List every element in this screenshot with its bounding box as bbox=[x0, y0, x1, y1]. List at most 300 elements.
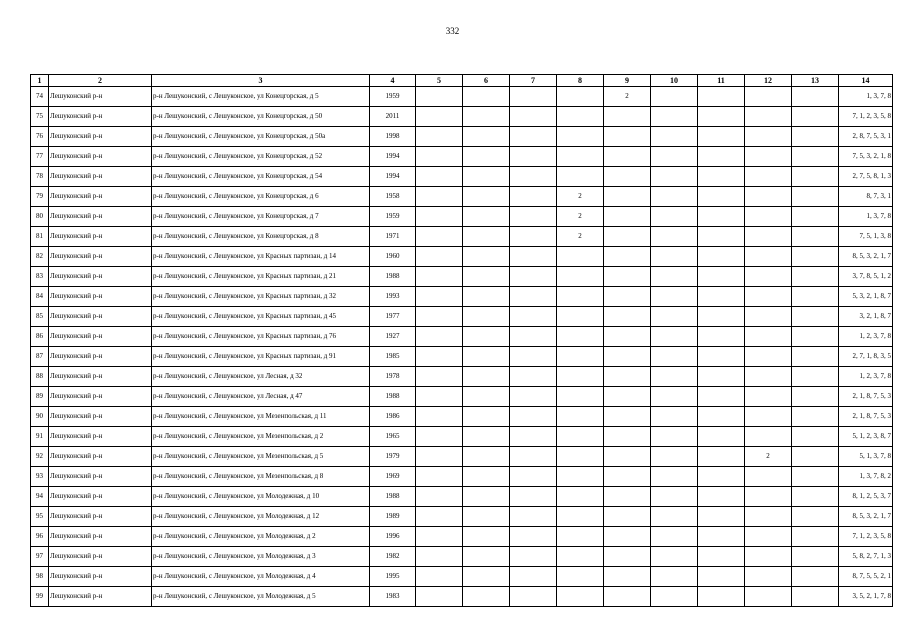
address-cell: р-н Лешуконский, с Лешуконское, ул Молодежная, д 4 bbox=[152, 567, 370, 587]
value-cell-col-8 bbox=[557, 467, 604, 487]
value-cell-col-10 bbox=[651, 267, 698, 287]
value-cell-col-5 bbox=[416, 487, 463, 507]
value-cell-col-7 bbox=[510, 527, 557, 547]
value-cell-col-12 bbox=[745, 387, 792, 407]
value-cell-col-11 bbox=[698, 447, 745, 467]
value-cell-col-13 bbox=[792, 287, 839, 307]
year-cell: 1965 bbox=[370, 427, 416, 447]
value-cell-col-13 bbox=[792, 507, 839, 527]
district-cell: Лешуконский р-н bbox=[49, 167, 152, 187]
codes-cell: 5, 8, 2, 7, 1, 3 bbox=[839, 547, 893, 567]
year-cell: 1995 bbox=[370, 567, 416, 587]
value-cell-col-6 bbox=[463, 487, 510, 507]
value-cell-col-8 bbox=[557, 547, 604, 567]
table-row bbox=[31, 287, 893, 307]
year-cell: 1983 bbox=[370, 587, 416, 607]
year-cell: 1988 bbox=[370, 387, 416, 407]
district-cell: Лешуконский р-н bbox=[49, 407, 152, 427]
value-cell-col-13 bbox=[792, 427, 839, 447]
district-cell: Лешуконский р-н bbox=[49, 127, 152, 147]
row-number-cell: 93 bbox=[31, 467, 49, 487]
value-cell-col-12 bbox=[745, 127, 792, 147]
district-cell: Лешуконский р-н bbox=[49, 507, 152, 527]
codes-cell: 2, 1, 8, 7, 5, 3 bbox=[839, 407, 893, 427]
value-cell-col-13 bbox=[792, 267, 839, 287]
table-row bbox=[31, 127, 893, 147]
year-cell: 1969 bbox=[370, 467, 416, 487]
value-cell-col-10 bbox=[651, 227, 698, 247]
table-row bbox=[31, 527, 893, 547]
address-cell: р-н Лешуконский, с Лешуконское, ул Красных партизан, д 32 bbox=[152, 287, 370, 307]
value-cell-col-9 bbox=[604, 187, 651, 207]
value-cell-col-7 bbox=[510, 407, 557, 427]
address-cell: р-н Лешуконский, с Лешуконское, ул Конецгорская, д 7 bbox=[152, 207, 370, 227]
year-cell: 1982 bbox=[370, 547, 416, 567]
value-cell-col-13 bbox=[792, 467, 839, 487]
codes-cell: 8, 7, 5, 5, 2, 1 bbox=[839, 567, 893, 587]
value-cell-col-12 bbox=[745, 307, 792, 327]
value-cell-col-12 bbox=[745, 467, 792, 487]
value-cell-col-13 bbox=[792, 367, 839, 387]
address-cell: р-н Лешуконский, с Лешуконское, ул Мезенпольская, д 11 bbox=[152, 407, 370, 427]
district-cell: Лешуконский р-н bbox=[49, 467, 152, 487]
value-cell-col-6 bbox=[463, 287, 510, 307]
value-cell-col-5 bbox=[416, 327, 463, 347]
value-cell-col-6 bbox=[463, 447, 510, 467]
value-cell-col-6 bbox=[463, 107, 510, 127]
value-cell-col-8 bbox=[557, 427, 604, 447]
codes-cell: 8, 5, 3, 2, 1, 7 bbox=[839, 247, 893, 267]
district-cell: Лешуконский р-н bbox=[49, 107, 152, 127]
value-cell-col-12 bbox=[745, 287, 792, 307]
row-number-cell: 92 bbox=[31, 447, 49, 467]
value-cell-col-5 bbox=[416, 287, 463, 307]
value-cell-col-12 bbox=[745, 507, 792, 527]
value-cell-col-6 bbox=[463, 347, 510, 367]
value-cell-col-8 bbox=[557, 527, 604, 547]
value-cell-col-10 bbox=[651, 447, 698, 467]
value-cell-col-9 bbox=[604, 207, 651, 227]
value-cell-col-9 bbox=[604, 267, 651, 287]
value-cell-col-13 bbox=[792, 587, 839, 607]
value-cell-col-5 bbox=[416, 547, 463, 567]
address-cell: р-н Лешуконский, с Лешуконское, ул Красных партизан, д 91 bbox=[152, 347, 370, 367]
address-cell: р-н Лешуконский, с Лешуконское, ул Конецгорская, д 52 bbox=[152, 147, 370, 167]
value-cell-col-13 bbox=[792, 87, 839, 107]
value-cell-col-7 bbox=[510, 87, 557, 107]
value-cell-col-12 bbox=[745, 247, 792, 267]
value-cell-col-7 bbox=[510, 587, 557, 607]
value-cell-col-11 bbox=[698, 427, 745, 447]
value-cell-col-13 bbox=[792, 487, 839, 507]
value-cell-col-5 bbox=[416, 347, 463, 367]
column-header-14: 14 bbox=[839, 75, 893, 87]
value-cell-col-11 bbox=[698, 107, 745, 127]
value-cell-col-10 bbox=[651, 87, 698, 107]
codes-cell: 8, 1, 2, 5, 3, 7 bbox=[839, 487, 893, 507]
value-cell-col-10 bbox=[651, 167, 698, 187]
value-cell-col-8: 2 bbox=[557, 207, 604, 227]
value-cell-col-12 bbox=[745, 167, 792, 187]
value-cell-col-10 bbox=[651, 287, 698, 307]
value-cell-col-9 bbox=[604, 447, 651, 467]
value-cell-col-10 bbox=[651, 507, 698, 527]
row-number-cell: 86 bbox=[31, 327, 49, 347]
value-cell-col-9 bbox=[604, 167, 651, 187]
value-cell-col-8 bbox=[557, 587, 604, 607]
table-row bbox=[31, 467, 893, 487]
table-row bbox=[31, 147, 893, 167]
value-cell-col-6 bbox=[463, 547, 510, 567]
row-number-cell: 98 bbox=[31, 567, 49, 587]
value-cell-col-8 bbox=[557, 387, 604, 407]
row-number-cell: 94 bbox=[31, 487, 49, 507]
value-cell-col-6 bbox=[463, 127, 510, 147]
value-cell-col-9 bbox=[604, 567, 651, 587]
value-cell-col-10 bbox=[651, 187, 698, 207]
value-cell-col-13 bbox=[792, 447, 839, 467]
value-cell-col-7 bbox=[510, 447, 557, 467]
codes-cell: 5, 1, 2, 3, 8, 7 bbox=[839, 427, 893, 447]
value-cell-col-9 bbox=[604, 387, 651, 407]
row-number-cell: 75 bbox=[31, 107, 49, 127]
value-cell-col-13 bbox=[792, 167, 839, 187]
row-number-cell: 78 bbox=[31, 167, 49, 187]
value-cell-col-6 bbox=[463, 307, 510, 327]
value-cell-col-10 bbox=[651, 207, 698, 227]
value-cell-col-8 bbox=[557, 567, 604, 587]
address-cell: р-н Лешуконский, с Лешуконское, ул Лесная, д 47 bbox=[152, 387, 370, 407]
value-cell-col-12 bbox=[745, 487, 792, 507]
value-cell-col-11 bbox=[698, 307, 745, 327]
value-cell-col-13 bbox=[792, 347, 839, 367]
value-cell-col-5 bbox=[416, 507, 463, 527]
year-cell: 1979 bbox=[370, 447, 416, 467]
row-number-cell: 85 bbox=[31, 307, 49, 327]
value-cell-col-5 bbox=[416, 147, 463, 167]
value-cell-col-13 bbox=[792, 387, 839, 407]
value-cell-col-8 bbox=[557, 107, 604, 127]
district-cell: Лешуконский р-н bbox=[49, 87, 152, 107]
table-row bbox=[31, 387, 893, 407]
value-cell-col-7 bbox=[510, 107, 557, 127]
value-cell-col-9 bbox=[604, 227, 651, 247]
value-cell-col-11 bbox=[698, 387, 745, 407]
value-cell-col-11 bbox=[698, 287, 745, 307]
value-cell-col-6 bbox=[463, 427, 510, 447]
value-cell-col-13 bbox=[792, 567, 839, 587]
row-number-cell: 95 bbox=[31, 507, 49, 527]
codes-cell: 1, 2, 3, 7, 8 bbox=[839, 327, 893, 347]
value-cell-col-6 bbox=[463, 367, 510, 387]
row-number-cell: 91 bbox=[31, 427, 49, 447]
value-cell-col-11 bbox=[698, 207, 745, 227]
year-cell: 1971 bbox=[370, 227, 416, 247]
value-cell-col-13 bbox=[792, 407, 839, 427]
table-header bbox=[31, 75, 893, 87]
value-cell-col-5 bbox=[416, 107, 463, 127]
district-cell: Лешуконский р-н bbox=[49, 267, 152, 287]
district-cell: Лешуконский р-н bbox=[49, 227, 152, 247]
codes-cell: 1, 3, 7, 8 bbox=[839, 207, 893, 227]
value-cell-col-5 bbox=[416, 87, 463, 107]
value-cell-col-9 bbox=[604, 247, 651, 267]
value-cell-col-5 bbox=[416, 527, 463, 547]
value-cell-col-8 bbox=[557, 247, 604, 267]
district-cell: Лешуконский р-н bbox=[49, 427, 152, 447]
value-cell-col-8 bbox=[557, 267, 604, 287]
value-cell-col-12: 2 bbox=[745, 447, 792, 467]
codes-cell: 3, 7, 8, 5, 1, 2 bbox=[839, 267, 893, 287]
value-cell-col-9 bbox=[604, 107, 651, 127]
value-cell-col-6 bbox=[463, 327, 510, 347]
table-row bbox=[31, 167, 893, 187]
value-cell-col-12 bbox=[745, 547, 792, 567]
district-cell: Лешуконский р-н bbox=[49, 487, 152, 507]
value-cell-col-13 bbox=[792, 187, 839, 207]
value-cell-col-8 bbox=[557, 147, 604, 167]
codes-cell: 5, 1, 3, 7, 8 bbox=[839, 447, 893, 467]
codes-cell: 1, 2, 3, 7, 8 bbox=[839, 367, 893, 387]
year-cell: 2011 bbox=[370, 107, 416, 127]
value-cell-col-11 bbox=[698, 367, 745, 387]
value-cell-col-13 bbox=[792, 527, 839, 547]
value-cell-col-9: 2 bbox=[604, 87, 651, 107]
year-cell: 1985 bbox=[370, 347, 416, 367]
address-cell: р-н Лешуконский, с Лешуконское, ул Красных партизан, д 45 bbox=[152, 307, 370, 327]
value-cell-col-7 bbox=[510, 547, 557, 567]
value-cell-col-6 bbox=[463, 387, 510, 407]
value-cell-col-8: 2 bbox=[557, 187, 604, 207]
value-cell-col-7 bbox=[510, 467, 557, 487]
column-header-13: 13 bbox=[792, 75, 839, 87]
value-cell-col-12 bbox=[745, 427, 792, 447]
value-cell-col-8 bbox=[557, 347, 604, 367]
table-row bbox=[31, 407, 893, 427]
column-header-5: 5 bbox=[416, 75, 463, 87]
value-cell-col-11 bbox=[698, 327, 745, 347]
table-row bbox=[31, 307, 893, 327]
district-cell: Лешуконский р-н bbox=[49, 367, 152, 387]
value-cell-col-11 bbox=[698, 247, 745, 267]
codes-cell: 7, 5, 3, 2, 1, 8 bbox=[839, 147, 893, 167]
value-cell-col-5 bbox=[416, 567, 463, 587]
value-cell-col-6 bbox=[463, 267, 510, 287]
table-row bbox=[31, 87, 893, 107]
value-cell-col-6 bbox=[463, 87, 510, 107]
value-cell-col-11 bbox=[698, 87, 745, 107]
column-header-1: 1 bbox=[31, 75, 49, 87]
value-cell-col-6 bbox=[463, 407, 510, 427]
value-cell-col-9 bbox=[604, 487, 651, 507]
district-cell: Лешуконский р-н bbox=[49, 587, 152, 607]
codes-cell: 3, 2, 1, 8, 7 bbox=[839, 307, 893, 327]
value-cell-col-5 bbox=[416, 207, 463, 227]
address-cell: р-н Лешуконский, с Лешуконское, ул Молодежная, д 10 bbox=[152, 487, 370, 507]
value-cell-col-12 bbox=[745, 187, 792, 207]
year-cell: 1988 bbox=[370, 487, 416, 507]
codes-cell: 7, 1, 2, 3, 5, 8 bbox=[839, 527, 893, 547]
year-cell: 1959 bbox=[370, 87, 416, 107]
value-cell-col-7 bbox=[510, 227, 557, 247]
value-cell-col-13 bbox=[792, 247, 839, 267]
value-cell-col-5 bbox=[416, 407, 463, 427]
value-cell-col-12 bbox=[745, 407, 792, 427]
table-row bbox=[31, 427, 893, 447]
header-row bbox=[31, 75, 893, 87]
district-cell: Лешуконский р-н bbox=[49, 287, 152, 307]
value-cell-col-8 bbox=[557, 367, 604, 387]
year-cell: 1988 bbox=[370, 267, 416, 287]
codes-cell: 2, 7, 1, 8, 3, 5 bbox=[839, 347, 893, 367]
column-header-7: 7 bbox=[510, 75, 557, 87]
row-number-cell: 79 bbox=[31, 187, 49, 207]
value-cell-col-7 bbox=[510, 287, 557, 307]
value-cell-col-5 bbox=[416, 427, 463, 447]
year-cell: 1994 bbox=[370, 147, 416, 167]
value-cell-col-10 bbox=[651, 487, 698, 507]
address-cell: р-н Лешуконский, с Лешуконское, ул Мезенпольская, д 2 bbox=[152, 427, 370, 447]
page-number: 332 bbox=[445, 26, 460, 36]
district-cell: Лешуконский р-н bbox=[49, 567, 152, 587]
row-number-cell: 76 bbox=[31, 127, 49, 147]
row-number-cell: 97 bbox=[31, 547, 49, 567]
value-cell-col-5 bbox=[416, 227, 463, 247]
row-number-cell: 84 bbox=[31, 287, 49, 307]
value-cell-col-7 bbox=[510, 187, 557, 207]
value-cell-col-9 bbox=[604, 427, 651, 447]
value-cell-col-11 bbox=[698, 487, 745, 507]
value-cell-col-6 bbox=[463, 167, 510, 187]
table-row bbox=[31, 447, 893, 467]
value-cell-col-8 bbox=[557, 327, 604, 347]
value-cell-col-12 bbox=[745, 567, 792, 587]
value-cell-col-10 bbox=[651, 587, 698, 607]
value-cell-col-10 bbox=[651, 107, 698, 127]
value-cell-col-8 bbox=[557, 127, 604, 147]
value-cell-col-8 bbox=[557, 167, 604, 187]
value-cell-col-5 bbox=[416, 587, 463, 607]
value-cell-col-9 bbox=[604, 527, 651, 547]
row-number-cell: 74 bbox=[31, 87, 49, 107]
address-cell: р-н Лешуконский, с Лешуконское, ул Конецгорская, д 8 bbox=[152, 227, 370, 247]
codes-cell: 2, 7, 5, 8, 1, 3 bbox=[839, 167, 893, 187]
value-cell-col-8: 2 bbox=[557, 227, 604, 247]
table-row bbox=[31, 107, 893, 127]
district-cell: Лешуконский р-н bbox=[49, 347, 152, 367]
row-number-cell: 88 bbox=[31, 367, 49, 387]
codes-cell: 7, 1, 2, 3, 5, 8 bbox=[839, 107, 893, 127]
table-row bbox=[31, 207, 893, 227]
value-cell-col-6 bbox=[463, 187, 510, 207]
value-cell-col-6 bbox=[463, 227, 510, 247]
value-cell-col-6 bbox=[463, 207, 510, 227]
value-cell-col-13 bbox=[792, 207, 839, 227]
address-cell: р-н Лешуконский, с Лешуконское, ул Конецгорская, д 50 bbox=[152, 107, 370, 127]
value-cell-col-12 bbox=[745, 227, 792, 247]
value-cell-col-11 bbox=[698, 507, 745, 527]
address-cell: р-н Лешуконский, с Лешуконское, ул Конецгорская, д 50а bbox=[152, 127, 370, 147]
value-cell-col-10 bbox=[651, 407, 698, 427]
address-cell: р-н Лешуконский, с Лешуконское, ул Красных партизан, д 21 bbox=[152, 267, 370, 287]
value-cell-col-9 bbox=[604, 547, 651, 567]
district-cell: Лешуконский р-н bbox=[49, 527, 152, 547]
value-cell-col-5 bbox=[416, 187, 463, 207]
value-cell-col-9 bbox=[604, 347, 651, 367]
district-cell: Лешуконский р-н bbox=[49, 387, 152, 407]
value-cell-col-9 bbox=[604, 507, 651, 527]
value-cell-col-7 bbox=[510, 147, 557, 167]
value-cell-col-5 bbox=[416, 247, 463, 267]
value-cell-col-7 bbox=[510, 327, 557, 347]
value-cell-col-10 bbox=[651, 567, 698, 587]
address-cell: р-н Лешуконский, с Лешуконское, ул Конецгорская, д 54 bbox=[152, 167, 370, 187]
table-row bbox=[31, 587, 893, 607]
value-cell-col-10 bbox=[651, 307, 698, 327]
value-cell-col-11 bbox=[698, 227, 745, 247]
value-cell-col-5 bbox=[416, 447, 463, 467]
year-cell: 1977 bbox=[370, 307, 416, 327]
codes-cell: 1, 3, 7, 8 bbox=[839, 87, 893, 107]
table-row bbox=[31, 367, 893, 387]
column-header-6: 6 bbox=[463, 75, 510, 87]
value-cell-col-5 bbox=[416, 127, 463, 147]
address-cell: р-н Лешуконский, с Лешуконское, ул Лесная, д 32 bbox=[152, 367, 370, 387]
row-number-cell: 82 bbox=[31, 247, 49, 267]
value-cell-col-10 bbox=[651, 127, 698, 147]
value-cell-col-8 bbox=[557, 507, 604, 527]
value-cell-col-6 bbox=[463, 527, 510, 547]
address-cell: р-н Лешуконский, с Лешуконское, ул Молодежная, д 12 bbox=[152, 507, 370, 527]
value-cell-col-11 bbox=[698, 167, 745, 187]
table-body bbox=[31, 87, 893, 607]
value-cell-col-13 bbox=[792, 307, 839, 327]
value-cell-col-9 bbox=[604, 407, 651, 427]
value-cell-col-12 bbox=[745, 527, 792, 547]
value-cell-col-11 bbox=[698, 407, 745, 427]
row-number-cell: 96 bbox=[31, 527, 49, 547]
value-cell-col-8 bbox=[557, 287, 604, 307]
column-header-8: 8 bbox=[557, 75, 604, 87]
value-cell-col-9 bbox=[604, 127, 651, 147]
value-cell-col-5 bbox=[416, 467, 463, 487]
value-cell-col-5 bbox=[416, 267, 463, 287]
district-cell: Лешуконский р-н bbox=[49, 207, 152, 227]
value-cell-col-12 bbox=[745, 147, 792, 167]
codes-cell: 8, 5, 3, 2, 1, 7 bbox=[839, 507, 893, 527]
value-cell-col-11 bbox=[698, 527, 745, 547]
value-cell-col-6 bbox=[463, 587, 510, 607]
table-row bbox=[31, 247, 893, 267]
table-row bbox=[31, 507, 893, 527]
value-cell-col-12 bbox=[745, 87, 792, 107]
year-cell: 1958 bbox=[370, 187, 416, 207]
codes-cell: 7, 5, 1, 3, 8 bbox=[839, 227, 893, 247]
value-cell-col-11 bbox=[698, 147, 745, 167]
value-cell-col-7 bbox=[510, 427, 557, 447]
address-cell: р-н Лешуконский, с Лешуконское, ул Мезенпольская, д 8 bbox=[152, 467, 370, 487]
address-cell: р-н Лешуконский, с Лешуконское, ул Молодежная, д 3 bbox=[152, 547, 370, 567]
value-cell-col-7 bbox=[510, 247, 557, 267]
value-cell-col-9 bbox=[604, 467, 651, 487]
row-number-cell: 89 bbox=[31, 387, 49, 407]
value-cell-col-9 bbox=[604, 367, 651, 387]
value-cell-col-6 bbox=[463, 247, 510, 267]
value-cell-col-13 bbox=[792, 107, 839, 127]
address-cell: р-н Лешуконский, с Лешуконское, ул Конецгорская, д 6 bbox=[152, 187, 370, 207]
district-cell: Лешуконский р-н bbox=[49, 247, 152, 267]
value-cell-col-11 bbox=[698, 267, 745, 287]
